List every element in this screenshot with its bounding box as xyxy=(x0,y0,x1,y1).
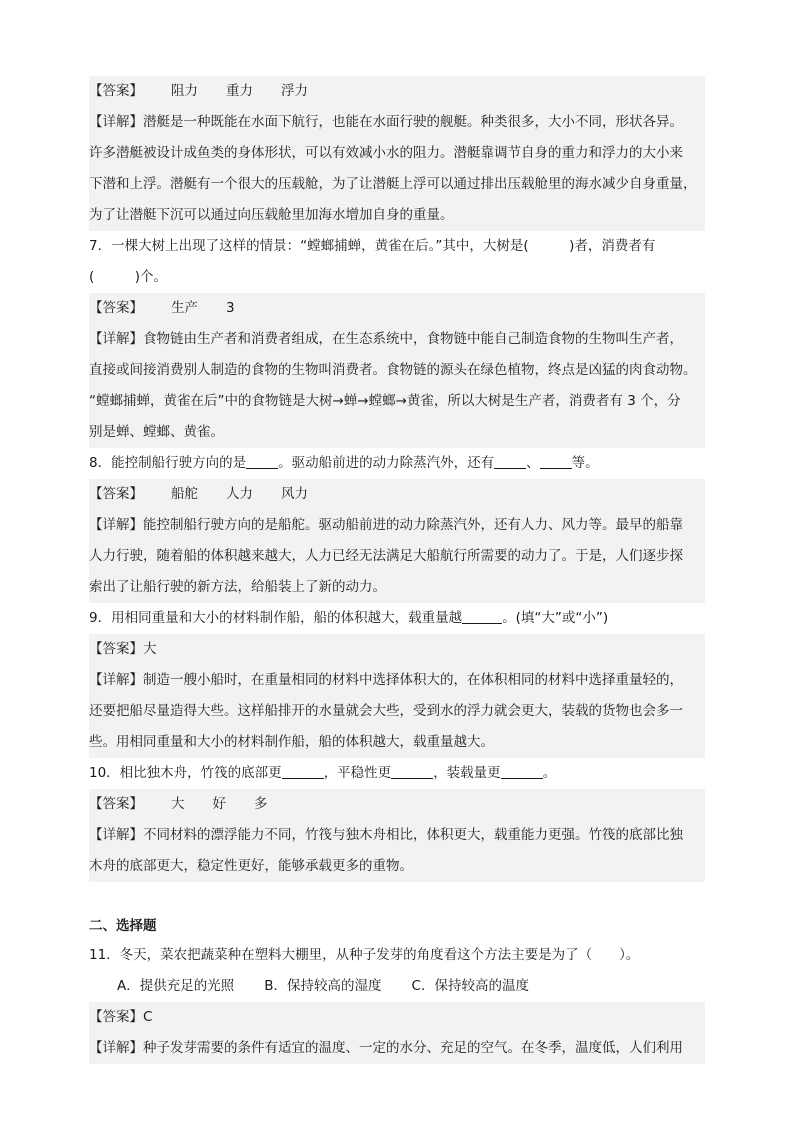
q8-detail-line: 索出了让船行驶的新方法，给船装上了新的动力。 xyxy=(89,572,705,603)
answer-tag: 【答案】 xyxy=(89,486,143,502)
answer-item: 生产 xyxy=(171,300,198,316)
q8-text: 。驱动船前进的动力除蒸汽外，还有 xyxy=(278,455,495,471)
q11-answer-row xyxy=(89,1002,705,1033)
q6-answer-row xyxy=(89,76,705,107)
q7-detail-line xyxy=(89,324,705,355)
answer-tag: 【答案】 xyxy=(89,83,143,99)
answer-item: 风力 xyxy=(281,486,308,502)
detail-tag: 【详解】 xyxy=(89,331,143,347)
q8-answer-row xyxy=(89,479,705,510)
q10-detail-line: 木舟的底部更大，稳定性更好，能够承载更多的重物。 xyxy=(89,851,705,882)
answer-item: 重力 xyxy=(226,83,253,99)
answer-tag: 【答案】 xyxy=(89,300,143,316)
answer-value: 大 xyxy=(143,641,157,657)
answer-tag: 【答案】 xyxy=(89,641,143,657)
q10-text: ，平稳性更 xyxy=(323,765,392,781)
q8-text: 、 xyxy=(526,455,540,471)
q6-detail-line xyxy=(89,107,705,138)
spacer xyxy=(89,882,705,912)
q6-detail-line: 为了让潜艇下沉可以通过向压载舱里加海水增加自身的重量。 xyxy=(89,200,705,231)
q10-stem xyxy=(89,758,705,789)
q8-detail-line: 人力行驶，随着船的体积越来越大，人力已经无法满足大船航行所需要的动力了。于是，人们逐步探 xyxy=(89,541,705,572)
detail-tag: 【详解】 xyxy=(89,114,143,130)
section-title: 二、选择题 xyxy=(89,918,157,934)
answer-value: C xyxy=(143,1009,153,1025)
answer-item: 阻力 xyxy=(171,83,198,99)
q7-detail-line: 直接或间接消费别人制造的食物的生物叫消费者。食物链的源头在绿色植物，终点是凶猛的肉食动物。 xyxy=(89,355,705,386)
detail-text: 制造一艘小船时，在重量相同的材料中选择体积大的，在体积相同的材料中选择重量轻的， xyxy=(143,672,683,688)
answer-item: 浮力 xyxy=(281,83,308,99)
q11-detail-line xyxy=(89,1033,705,1064)
q11-stem: 11．冬天，菜农把蔬菜种在塑料大棚里，从种子发芽的角度看这个方法主要是为了（ ）。 xyxy=(89,940,705,971)
q7-detail-line: 别是蝉、螳螂、黄雀。 xyxy=(89,417,705,448)
q8-text: 8．能控制船行驶方向的是 xyxy=(89,455,247,471)
q11-options xyxy=(89,971,705,1002)
option-b[interactable]: B．保持较高的湿度 xyxy=(264,978,382,994)
detail-tag: 【详解】 xyxy=(89,517,143,533)
q7-stem-cont: ( )个。 xyxy=(89,262,705,293)
q9-text: 9．用相同重量和大小的材料制作船，船的体积越大，载重量越 xyxy=(89,610,463,626)
q8-text: 等。 xyxy=(571,455,599,471)
q6-detail-line: 许多潜艇被设计成鱼类的身体形状，可以有效减小水的阻力。潜艇靠调节自身的重力和浮力的大小来 xyxy=(89,138,705,169)
q10-text: 10．相比独木舟，竹筏的底部更 xyxy=(89,765,282,781)
q8-detail-line xyxy=(89,510,705,541)
q7-detail-line: “螳螂捕蝉，黄雀在后”中的食物链是大树→蝉→螳螂→黄雀，所以大树是生产者，消费者有 3 个，分 xyxy=(89,386,705,417)
fill-blank[interactable] xyxy=(501,764,543,779)
answer-item: 船舵 xyxy=(171,486,198,502)
q10-answer-row xyxy=(89,789,705,820)
answer-tag: 【答案】 xyxy=(89,796,143,812)
detail-tag: 【详解】 xyxy=(89,1040,143,1056)
detail-tag: 【详解】 xyxy=(89,827,143,843)
detail-text: 能控制船行驶方向的是船舵。驱动船前进的动力除蒸汽外，还有人力、风力等。最早的船靠 xyxy=(143,517,683,533)
detail-text: 不同材料的漂浮能力不同，竹筏与独木舟相比，体积更大，载重能力更强。竹筏的底部比独 xyxy=(143,827,683,843)
q8-stem xyxy=(89,448,705,479)
fill-blank[interactable] xyxy=(462,609,502,624)
q7-answer-row xyxy=(89,293,705,324)
detail-text: 种子发芽需要的条件有适宜的温度、一定的水分、充足的空气。在冬季，温度低，人们利用 xyxy=(143,1040,683,1056)
q9-text: 。(填“大”或“小”) xyxy=(502,610,609,626)
q10-text: ，装载量更 xyxy=(433,765,501,781)
option-a[interactable]: A．提供充足的光照 xyxy=(117,978,235,994)
detail-text: 潜艇是一种既能在水面下航行，也能在水面行驶的舰艇。种类很多，大小不同，形状各异。 xyxy=(143,114,683,130)
answer-item: 好 xyxy=(212,796,226,812)
fill-blank[interactable] xyxy=(540,454,572,469)
q9-answer-row xyxy=(89,634,705,665)
q10-detail-line xyxy=(89,820,705,851)
fill-blank[interactable] xyxy=(282,764,324,779)
answer-item: 3 xyxy=(226,300,235,316)
q9-detail-line xyxy=(89,665,705,696)
q7-stem: 7．一棵大树上出现了这样的情景：“螳螂捕蝉，黄雀在后。”其中，大树是( )者，消费者有 xyxy=(89,231,705,262)
document-page xyxy=(89,76,705,1064)
q9-stem xyxy=(89,603,705,634)
q9-detail-line: 些。用相同重量和大小的材料制作船，船的体积越大，载重量越大。 xyxy=(89,727,705,758)
answer-item: 多 xyxy=(254,796,268,812)
answer-item: 人力 xyxy=(226,486,253,502)
q10-text: 。 xyxy=(542,765,557,781)
fill-blank[interactable] xyxy=(391,764,433,779)
fill-blank[interactable] xyxy=(246,454,278,469)
fill-blank[interactable] xyxy=(494,454,526,469)
answer-tag: 【答案】 xyxy=(89,1009,143,1025)
detail-tag: 【详解】 xyxy=(89,672,143,688)
q9-detail-line: 还要把船尽量造得大些。这样船排开的水量就会大些，受到水的浮力就会更大，装载的货物也会多一 xyxy=(89,696,705,727)
option-c[interactable]: C．保持较高的温度 xyxy=(411,978,529,994)
answer-item: 大 xyxy=(171,796,185,812)
detail-text: 食物链由生产者和消费者组成，在生态系统中，食物链中能自己制造食物的生物叫生产者， xyxy=(143,331,683,347)
q6-detail-line: 下潜和上浮。潜艇有一个很大的压载舱，为了让潜艇上浮可以通过排出压载舱里的海水减少自身重量， xyxy=(89,169,705,200)
